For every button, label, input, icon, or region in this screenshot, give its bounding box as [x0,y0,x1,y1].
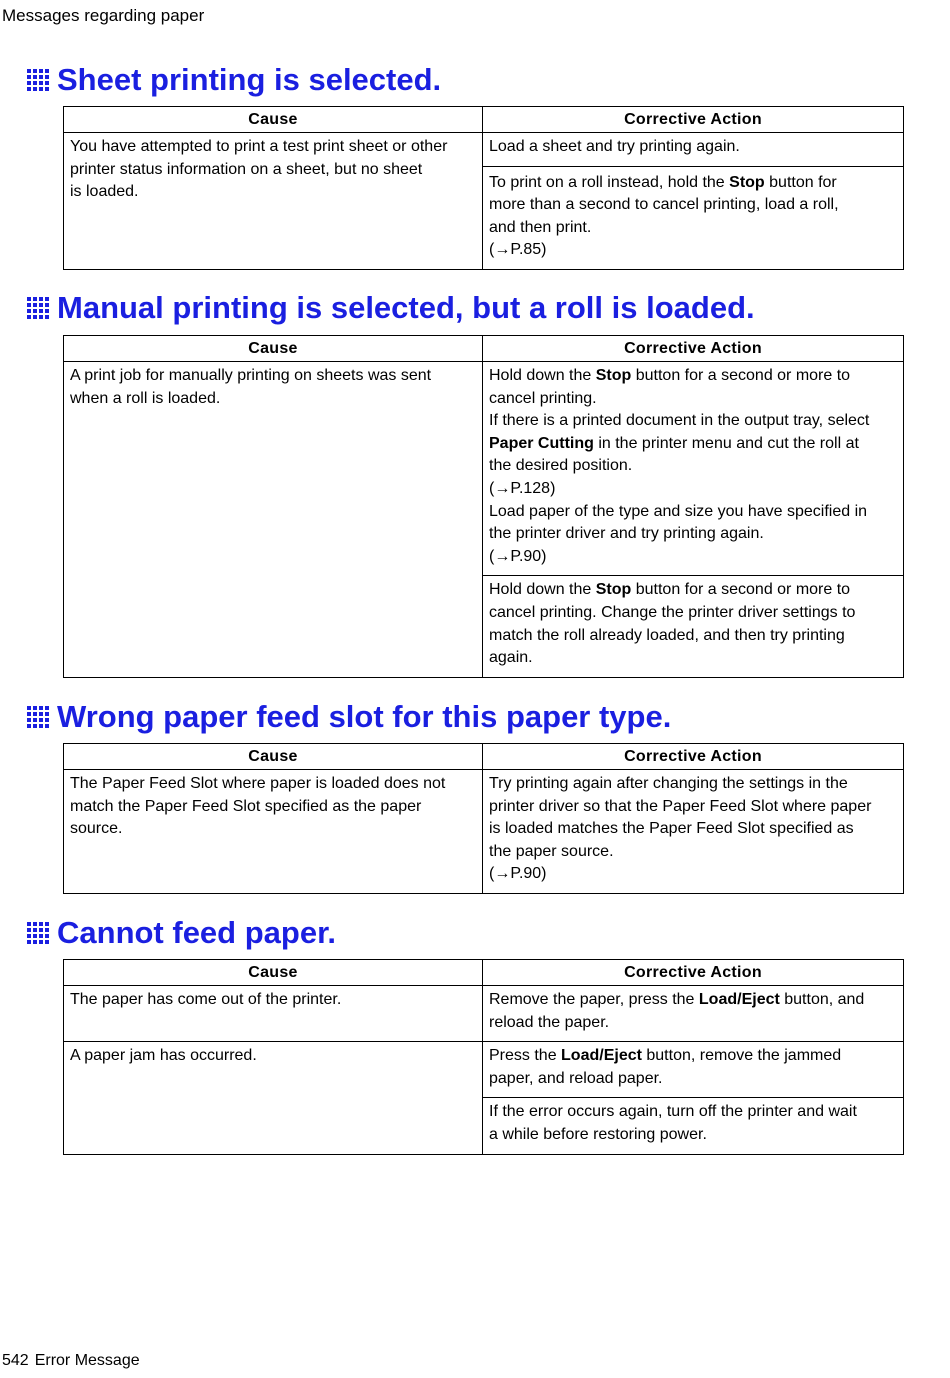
section-title-text: Wrong paper feed slot for this paper type. [57,699,672,734]
page-reference-link[interactable]: (→P.90) [489,547,547,565]
grid-bullet-icon [27,922,49,944]
action-cell: If the error occurs again, turn off the printer and wait a while before restoring power. [483,1098,904,1154]
cause-header: Cause [64,960,483,986]
cause-cell: You have attempted to print a test print sheet or other printer status information on a sheet, but no sheet is loaded. [64,133,483,270]
section-title-cannot-feed [27,915,336,951]
section-title-sheet-printing [27,62,441,98]
message-table-cannot-feed [63,959,904,1155]
grid-bullet-icon [27,706,49,728]
action-cell: Hold down the Stop button for a second or more to cancel printing. Change the printer driver settings to match the roll already loaded, and then try printing again. [483,576,904,677]
message-table-manual-printing [63,335,904,678]
stop-button-ref: Stop [595,581,632,599]
load-eject-button-ref: Load/Eject [698,991,780,1008]
action-cell: Load a sheet and try printing again. [483,133,904,167]
section-title-wrong-feed-slot [27,699,671,735]
action-cell: To print on a roll instead, hold the Stop button for more than a second to cancel printing, load a roll, and then print. (→P.85) [483,166,904,269]
stop-button-ref: Stop [595,367,632,384]
message-table-wrong-feed-slot [63,743,904,894]
paper-cutting-menu-ref: Paper Cutting [489,434,594,452]
cause-header: Cause [64,744,483,770]
cause-cell: The Paper Feed Slot where paper is loaded does not match the Paper Feed Slot specified as the paper source. [64,770,483,894]
cause-cell: A paper jam has occurred. [64,1042,483,1154]
action-cell: Try printing again after changing the settings in the printer driver so that the Paper Feed Slot where paper is loaded matches the Paper Feed Slot specified as the paper source. (→P.90) [483,770,904,894]
corrective-action-header: Corrective Action [483,960,904,986]
cause-cell: A print job for manually printing on sheets was sent when a roll is loaded. [64,362,483,678]
section-title-text: Sheet printing is selected. [57,62,442,97]
grid-bullet-icon [27,69,49,91]
section-title-text: Manual printing is selected, but a roll is loaded. [57,290,755,325]
action-cell: Press the Load/Eject button, remove the jammed paper, and reload paper. [483,1042,904,1098]
page-reference-link[interactable]: (→P.85) [489,241,547,259]
corrective-action-header: Corrective Action [483,107,904,133]
cause-header: Cause [64,107,483,133]
page-number: 542 [2,1352,29,1369]
page-reference-link[interactable]: (→P.90) [489,865,547,883]
page-reference-link[interactable]: (→P.128) [489,479,556,497]
footer-section: Error Message [34,1352,140,1369]
grid-bullet-icon [27,297,49,319]
corrective-action-header: Corrective Action [483,744,904,770]
running-header: Messages regarding paper [2,6,205,25]
corrective-action-header: Corrective Action [483,336,904,362]
cause-cell: The paper has come out of the printer. [64,986,483,1042]
load-eject-button-ref: Load/Eject [561,1047,642,1065]
message-table-sheet-printing [63,106,904,270]
action-cell: Hold down the Stop button for a second or more to cancel printing. If there is a printed document in the output tray, select Paper Cutting in the printer menu and cut the roll at the desired position. (→P.128) Load paper of the type and size you have specified in the printer driver and try printing again. (→P.90) [483,362,904,576]
cause-header: Cause [64,336,483,362]
section-title-text: Cannot feed paper. [57,915,337,950]
action-cell: Remove the paper, press the Load/Eject button, and reload the paper. [483,986,904,1042]
running-footer [2,1351,140,1371]
stop-button-ref: Stop [729,173,765,191]
section-title-manual-printing [27,290,755,326]
